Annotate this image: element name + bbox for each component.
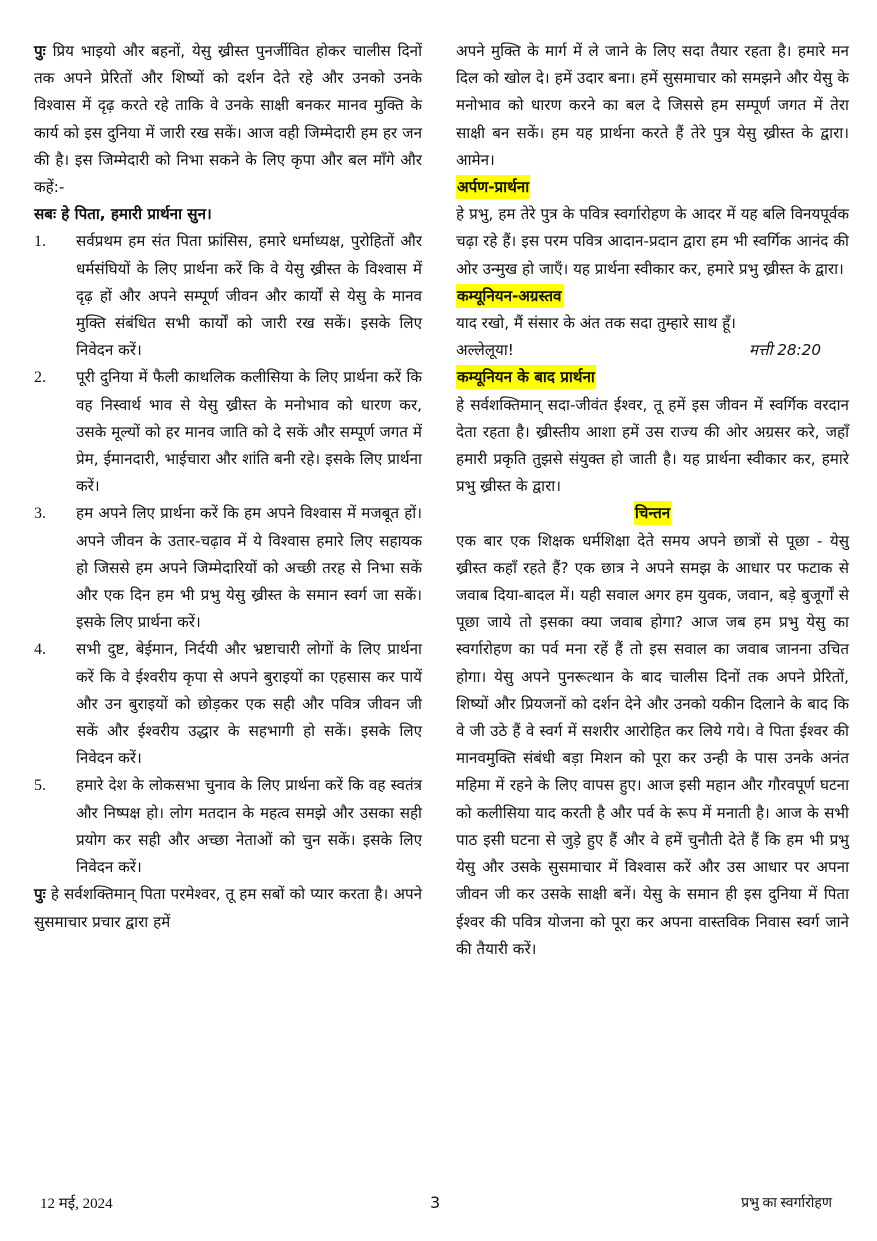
post-communion-section bbox=[456, 364, 849, 500]
intention-item bbox=[34, 636, 422, 772]
closing-paragraph bbox=[34, 881, 422, 935]
closing-text: हे सर्वशक्तिमान् पिता परमेश्वर, तू हम सबों को प्यार करता है। अपने सुसमाचार प्रचार द्वारा हमें bbox=[34, 885, 422, 931]
intention-item bbox=[34, 772, 422, 881]
intro-text: प्रिय भाइयो और बहनों, येसु ख्रीस्त पुनर्जीवित होकर चालीस दिनों तक अपने प्रेरितों और शिष्यों को दर्शन देते रहे और उनको उनके विश्वास में दृढ़ करते रहे ताकि वे उनके साक्षी बनकर मानव मुक्ति के कार्य को इस दुनिया में जारी रख सकें। आज वही जिम्मेदारी हम हर जन की है। इस जिम्मेदारी को निभा सकने के लिए कृपा और बल माँगे और कहें:- bbox=[34, 42, 423, 197]
intention-text: हमारे देश के लोकसभा चुनाव के लिए प्रार्थना करें कि वह स्वतंत्र और निष्पक्ष हो। लोग मतदान के महत्व समझे और उसका सही प्रयोग कर सही और अच्छा नेताओं को चुन सकें। इसके लिए निवेदन करें। bbox=[76, 776, 422, 877]
left-column bbox=[34, 38, 422, 936]
reflection-text: एक बार एक शिक्षक धर्मशिक्षा देते समय अपने छात्रों से पूछा - येसु ख्रीस्त कहाँ रहते हैं? एक छात्र ने अपने समझ के आधार पर फटाक से जवाब दिया-बादल में। यही सवाल अगर हम युवक, जवान, बड़े बुजूर्गों से पूछा जाये तो इसका क्या जवाब होगा? आज जब हम प्रभु येसु का स्वर्गारोहण का पर्व मना रहें हैं तो इस सवाल का जवाब जानना उचित होगा। येसु अपने पुनरूत्थान के बाद चालीस दिनों तक अपने प्रेरितों, शिष्यों और प्रियजनों को दर्शन देने और उनको यकीन दिलाने के बाद कि वे जी उठे हैं वे स्वर्ग में सशरीर आरोहित कर लिये गये। वे पिता ईश्वर की मानवमुक्ति संबंधी बड़ा मिशन को पूरा कर उन्ही के पास उनके अनंत महिमा में रहने के लिए वापस हुए। आज इसी महान और गौरवपूर्ण घटना को कलीसिया याद करती है और पर्व के रूप में मनाती है। आज के सभी पाठ इसी घटना से जुड़े हुए हैं और वे हमें चुनौती देते हैं कि हम भी प्रभु येसु और उसके सुसमाचार में विश्वास करें और उस आधार पर अपना जीवन जी कर उसके साक्षी बनें। येसु के समान ही इस दुनिया में पिता ईश्वर की पवित्र योजना को पूरा कर अपना वास्तविक निवास स्वर्ग जाने की तैयारी करें। bbox=[456, 531, 849, 958]
intention-text: हम अपने लिए प्रार्थना करें कि हम अपने विश्वास में मजबूत हों। अपने जीवन के उतार-चढ़ाव में ये विश्वास हमारे लिए सहायक हो जिससे हम अपने जिम्मेदारियों को अच्छी तरह से निभा सकें और एक दिन हम भी प्रभु येसु ख्रीस्त के समान स्वर्ग जा सकें। इसके लिए प्रार्थना करें। bbox=[76, 504, 422, 632]
section-heading-post-communion: कम्यूनियन के बाद प्रार्थना bbox=[456, 365, 596, 389]
section-heading-reflection: चिन्तन bbox=[634, 501, 671, 525]
intention-text: पूरी दुनिया में फैली काथलिक कलीसिया के लिए प्रार्थना करें कि वह निस्वार्थ भाव से येसु ख्रीस्त के मनोभाव को धारण कर, उसके मूल्यों को हर मानव जाति को दे सकें और सम्पूर्ण जगत में प्रेम, ईमानदारी, भाईचारा और शांति बनी रहे। इसके लिए प्रार्थना करें। bbox=[76, 368, 422, 496]
right-column bbox=[456, 38, 849, 963]
scripture-reference: मत्ती 28:20 bbox=[748, 341, 821, 360]
speaker-label: पुः bbox=[34, 885, 46, 904]
intention-number: 3. bbox=[34, 505, 46, 523]
post-communion-text: हे सर्वशक्तिमान् सदा-जीवंत ईश्वर, तू हमें इस जीवन में स्वर्गिक वरदान देता रहता है। ख्रीस्तीय आशा हमें उस राज्य की ओर अग्रसर करे, जहाँ हमारी प्रकृति तुझसे संयुक्त हो जाती है। यह प्रार्थना स्वीकार कर, हमारे प्रभु ख्रीस्त के द्वारा। bbox=[456, 395, 849, 496]
section-heading-offertory: अर्पण-प्रार्थना bbox=[456, 175, 530, 199]
alleluia: अल्लेलूया! bbox=[456, 341, 514, 360]
intention-number: 4. bbox=[34, 641, 46, 659]
offertory-section bbox=[456, 174, 849, 283]
intro-paragraph bbox=[34, 38, 422, 201]
intention-text: सर्वप्रथम हम संत पिता फ्रांसिस, हमारे धर्माध्यक्ष, पुरोहितों और धर्मसंघियों के लिए प्रार्थना करें कि वे येसु ख्रीस्त के विश्वास में दृढ़ हों और अपने सम्पूर्ण जीवन और कार्यों से येसु के मानव मुक्ति संबंधित सभी कार्यों को जारी रख सकें। इसके लिए निवेदन करें। bbox=[76, 232, 422, 360]
communion-antiphon-section bbox=[456, 283, 849, 365]
section-heading-communion-antiphon: कम्यूनियन-अग्रस्तव bbox=[456, 284, 563, 308]
intention-number: 1. bbox=[34, 233, 46, 251]
intention-text: सभी दुष्ट, बेईमान, निर्दयी और भ्रष्टाचारी लोगों के लिए प्रार्थना करें कि वे ईश्वरीय कृपा से अपने बुराइयों का एहसास कर पायें और उन बुराइयों को छोड़कर एक सही और पवित्र जीवन जी सकें और ईश्वरीय उद्धार के सहभागी हो सकें। इसके लिए निवेदन करें। bbox=[76, 640, 422, 768]
alleluia-line bbox=[456, 337, 849, 364]
intention-number: 5. bbox=[34, 777, 46, 795]
intentions-list bbox=[34, 228, 422, 881]
page-number: 3 bbox=[430, 1193, 441, 1212]
offertory-text: हे प्रभु, हम तेरे पुत्र के पवित्र स्वर्गारोहण के आदर में यह बलि विनयपूर्वक चढ़ा रहे हैं। इस परम पवित्र आदान-प्रदान द्वारा हम भी स्वर्गिक आनंद की ओर उन्मुख हो जाएँ। यह प्रार्थना स्वीकार कर, हमारे प्रभु ख्रीस्त के द्वारा। bbox=[456, 205, 849, 278]
speaker-label: पुः bbox=[34, 42, 46, 60]
footer-date: 12 मई, 2024 bbox=[40, 1196, 113, 1212]
page-footer bbox=[40, 1193, 840, 1215]
intention-item bbox=[34, 228, 422, 364]
closing-continued: अपने मुक्ति के मार्ग में ले जाने के लिए सदा तैयार रहता है। हमारे मन दिल को खोल दे। हमें उदार बना। हमें सुसमाचार को समझने और येसु के मनोभाव को धारण करने का बल दे जिससे हम सम्पूर्ण जगत में तेरा साक्षी बन सकें। हम यह प्रार्थना करते हैं तेरे पुत्र येसु ख्रीस्त के द्वारा। आमेन। bbox=[456, 42, 849, 169]
intention-item bbox=[34, 364, 422, 500]
communion-antiphon-text: याद रखो, मैं संसार के अंत तक सदा तुम्हारे साथ हूँ। bbox=[456, 314, 736, 333]
intention-item bbox=[34, 500, 422, 636]
reflection-section bbox=[456, 500, 849, 962]
footer-title: प्रभु का स्वर्गारोहण bbox=[741, 1196, 832, 1211]
response-line: सबः हे पिता, हमारी प्रार्थना सुन। bbox=[34, 205, 212, 224]
intention-number: 2. bbox=[34, 369, 46, 387]
